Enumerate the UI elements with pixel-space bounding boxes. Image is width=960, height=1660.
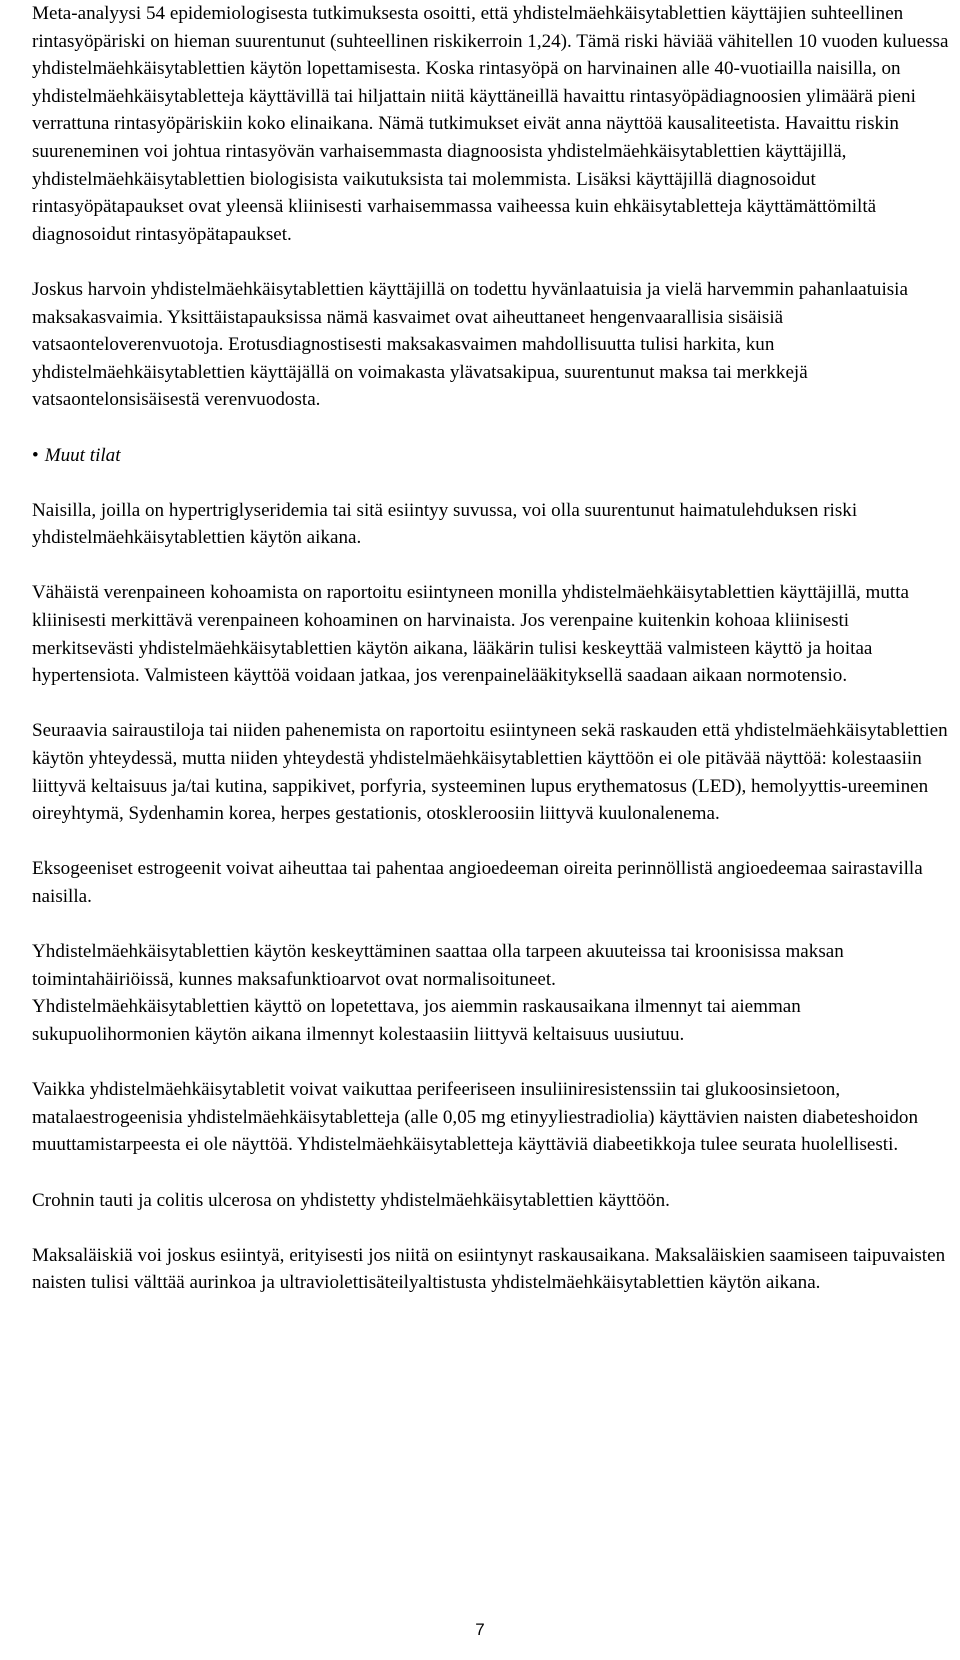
paragraph-angioedema: Eksogeeniset estrogeenit voivat aiheuttaa tai pahentaa angioedeeman oireita perinnöllistä angioedeemaa sairastavilla naisilla.	[32, 858, 923, 907]
paragraph-conditions: Seuraavia sairaustiloja tai niiden pahenemista on raportoitu esiintyneen sekä raskauden että yhdistelmäehkäisytablettien käytön yhteydessä, mutta niiden yhteydestä yhdistelmäehkäisytablettien käyttöön ei ole pitävää näyttöä: kolestaasiin liittyvä keltaisuus ja/tai kutina, sappikivet, porfyria, systeeminen lupus erythematosus (LED), hemolyyttis-ureeminen oireyhtymä, Sydenhamin korea, herpes gestationis, otoskleroosiin liittyvä kuulonalenema.	[32, 720, 948, 825]
paragraph-cholestatic-jaundice: Yhdistelmäehkäisytablettien käyttö on lopetettava, jos aiemmin raskausaikana ilmennyt tai aiemman sukupuolihormonien käytön aikana ilmennyt kolestaasiin liittyvä keltaisuus uusiutuu.	[32, 996, 801, 1045]
paragraph-chloasma: Maksaläiskiä voi joskus esiintyä, erityisesti jos niitä on esiintynyt raskausaikana. Maksaläiskien saamiseen taipuvaisten naisten tulisi välttää aurinkoa ja ultraviolettisäteilyaltistusta yhdistelmäehkäisytablettien käytön aikana.	[32, 1244, 946, 1294]
document-page	[32, 0, 954, 1325]
bullet-icon: •	[32, 444, 39, 466]
section-heading	[32, 442, 954, 470]
paragraph-pancreatitis: Naisilla, joilla on hypertriglyseridemia tai sitä esiintyy suvussa, voi olla suurentunut haimatulehduksen riski yhdistelmäehkäisytablettien käytön aikana.	[32, 499, 858, 549]
section-heading-text: Muut tilat	[44, 444, 121, 466]
paragraph-liver-function: Yhdistelmäehkäisytablettien käytön keskeyttäminen saattaa olla tarpeen akuuteissa tai kroonisissa maksan toimintahäiriöissä, kunnes maksafunktioarvot ovat normalisoituneet.	[32, 941, 844, 990]
paragraph-crohn: Crohnin tauti ja colitis ulcerosa on yhdistetty yhdistelmäehkäisytablettien käyttöön.	[32, 1189, 670, 1211]
paragraph-blood-pressure: Vähäistä verenpaineen kohoamista on raportoitu esiintyneen monilla yhdistelmäehkäisytablettien käyttäjillä, mutta kliinisesti merkittävä verenpaineen kohoaminen on harvinaista. Jos verenpaine kuitenkin kohoaa kliinisesti merkitsevästi yhdistelmäehkäisytablettien käytön aikana, lääkärin tulisi keskeyttää valmisteen käyttö ja hoitaa hypertensiota. Valmisteen käyttöä voidaan jatkaa, jos verenpainelääkityksellä saadaan aikaan normotensio.	[32, 582, 909, 687]
paragraph-liver-tumors: Joskus harvoin yhdistelmäehkäisytablettien käyttäjillä on todettu hyvänlaatuisia ja vielä harvemmin pahanlaatuisia maksakasvaimia. Yksittäistapauksissa nämä kasvaimet ovat aiheuttaneet hengenvaarallisia sisäisiä vatsaonteloverenvuotoja. Erotusdiagnostisesti maksakasvaimen mahdollisuutta tulisi harkita, kun yhdistelmäehkäisytablettien käyttäjällä on voimakasta ylävatsakipua, suurentunut maksa tai merkkejä vatsaontelonsisäisestä verenvuodosta.	[32, 278, 908, 411]
page-number: 7	[475, 1620, 485, 1639]
paragraph-breast-cancer-risk: Meta-analyysi 54 epidemiologisesta tutkimuksesta osoitti, että yhdistelmäehkäisytablettien käyttäjien suhteellinen rintasyöpäriski on hieman suurentunut (suhteellinen riskikerroin 1,24). Tämä riski häviää vähitellen 10 vuoden kuluessa yhdistelmäehkäisytablettien käytön lopettamisesta. Koska rintasyöpä on harvinainen alle 40-vuotiailla naisilla, on yhdistelmäehkäisytabletteja käyttävillä tai hiljattain niitä käyttäneillä havaittu rintasyöpädiagnoosien ylimäärä pieni verrattuna rintasyöpäriskiin koko elinaikana. Nämä tutkimukset eivät anna näyttöä kausaliteetista. Havaittu riskin suureneminen voi johtua rintasyövän varhaisemmasta diagnoosista yhdistelmäehkäisytablettien käyttäjillä, yhdistelmäehkäisytablettien biologisista vaikutuksista tai molemmista. Lisäksi käyttäjillä diagnosoidut rintasyöpätapaukset ovat yleensä kliinisesti varhaisemmassa vaiheessa kuin ehkäisytabletteja käyttämättömiltä diagnosoidut rintasyöpätapaukset.	[32, 3, 949, 245]
paragraph-diabetes: Vaikka yhdistelmäehkäisytabletit voivat vaikuttaa perifeeriseen insuliiniresistenssiin tai glukoosinsietoon, matalaestrogeenisia yhdistelmäehkäisytabletteja (alle 0,05 mg etinyyliestradiolia) käyttävien naisten diabeteshoidon muuttamistarpeesta ei ole näyttöä. Yhdistelmäehkäisytabletteja käyttäviä diabeetikkoja tulee seurata huolellisesti.	[32, 1079, 918, 1156]
